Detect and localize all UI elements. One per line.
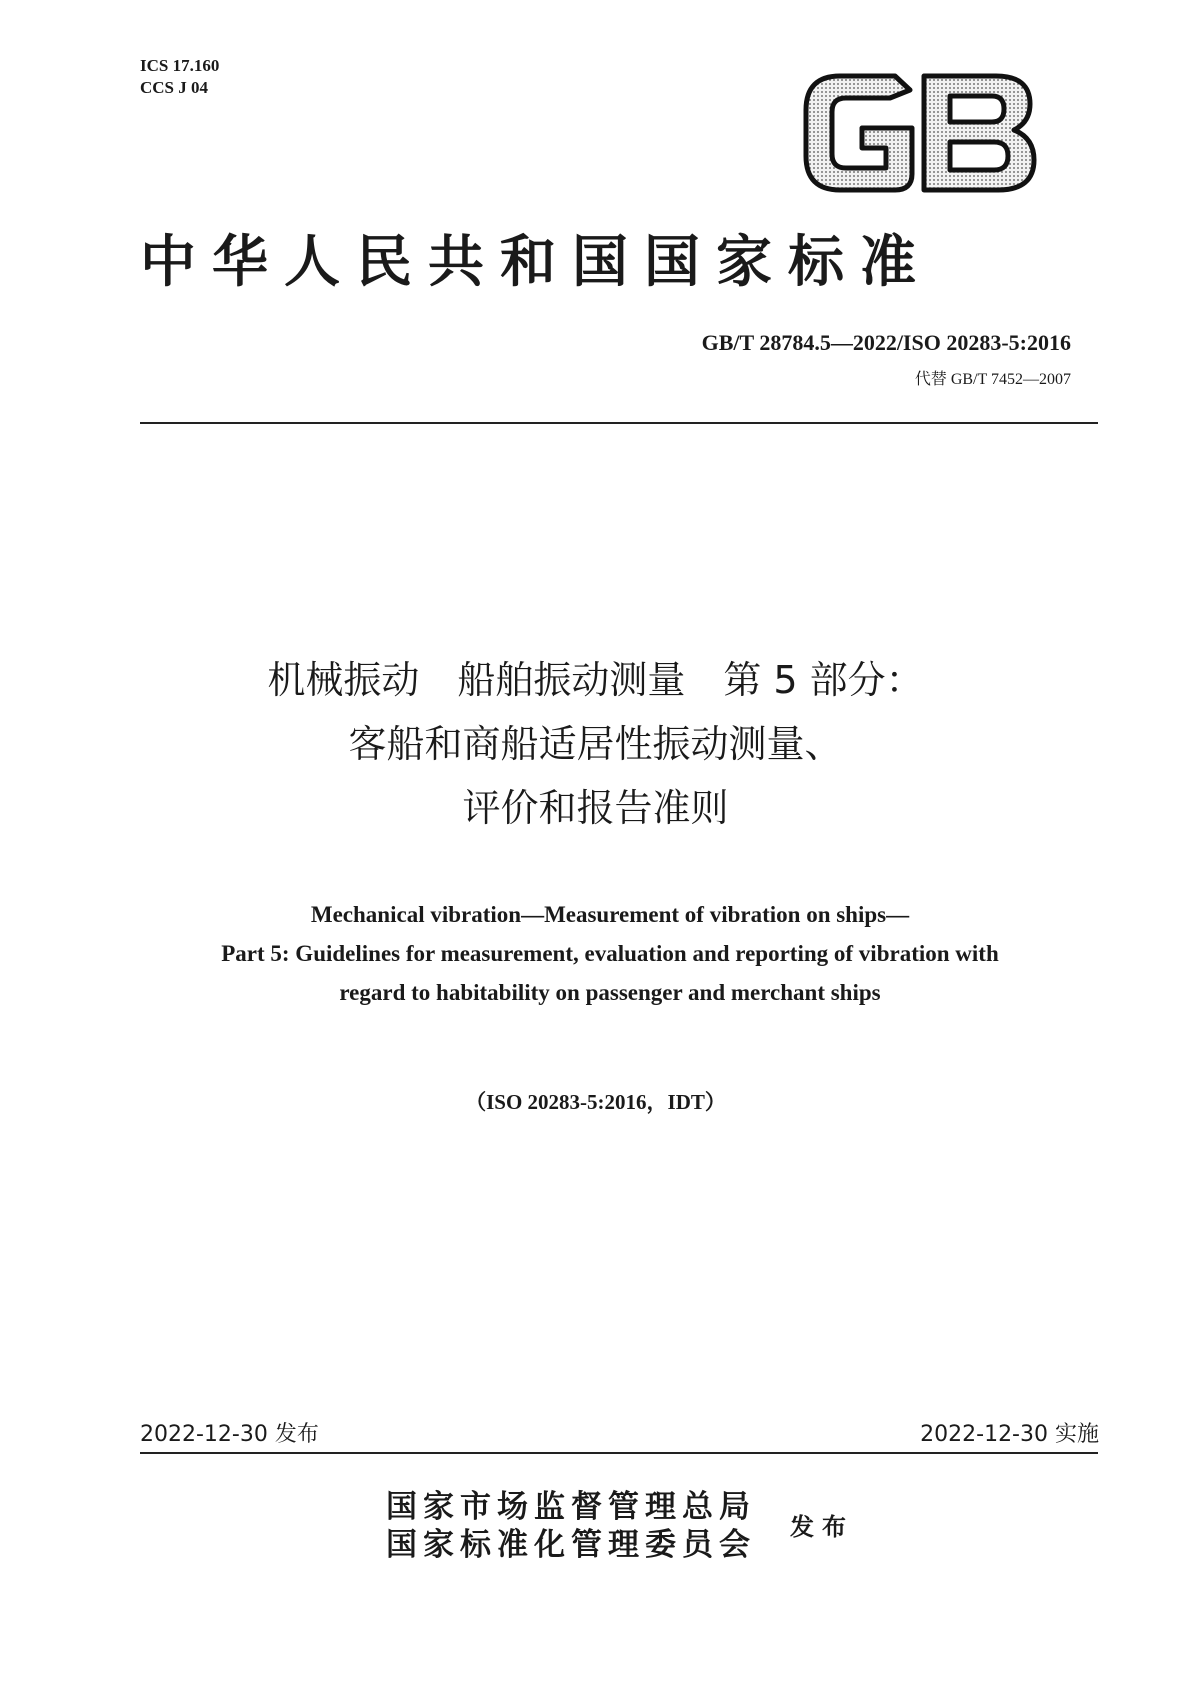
chinese-title-line: 客船和商船适居性振动测量、 [348,722,843,766]
top-divider [140,422,1098,424]
issuer-name: 国家标准化管理委员会 [386,1527,756,1563]
english-title-line: regard to habitability on passenger and merchant ships [339,980,881,1005]
implementation-date: 2022-12-30 实施 [920,1422,1099,1447]
chinese-title-line: 机械振动 船舶振动测量 第 5 部分： [267,658,924,702]
chinese-title [0,648,1191,840]
bottom-divider [140,1452,1098,1454]
standard-number: GB/T 28784.5—2022/ISO 20283-5:2016 [701,330,1071,355]
publish-label: 发布 [790,1512,854,1541]
issuing-authorities [386,1488,756,1564]
english-title-line: Part 5: Guidelines for measurement, evaluation and reporting of vibration with [221,941,999,966]
replaces-standard: 代替 GB/T 7452—2007 [914,371,1071,388]
gb-logo-text: GB [800,70,802,71]
national-standard-title: 中华人民共和国国家标准 [140,229,932,295]
chinese-title-line: 评价和报告准则 [462,786,729,830]
adoption-statement: （ISO 20283-5:2016，IDT） [465,1090,726,1114]
issuer-name: 国家市场监督管理总局 [386,1489,756,1525]
english-title-line: Mechanical vibration—Measurement of vibration on ships— [310,902,910,927]
english-title [130,895,1090,1012]
issue-date: 2022-12-30 发布 [140,1422,319,1447]
classification-codes [140,55,219,99]
ics-code: ICS 17.160 [140,56,220,75]
ccs-code: CCS J 04 [140,78,209,97]
gb-logo [800,70,1040,196]
